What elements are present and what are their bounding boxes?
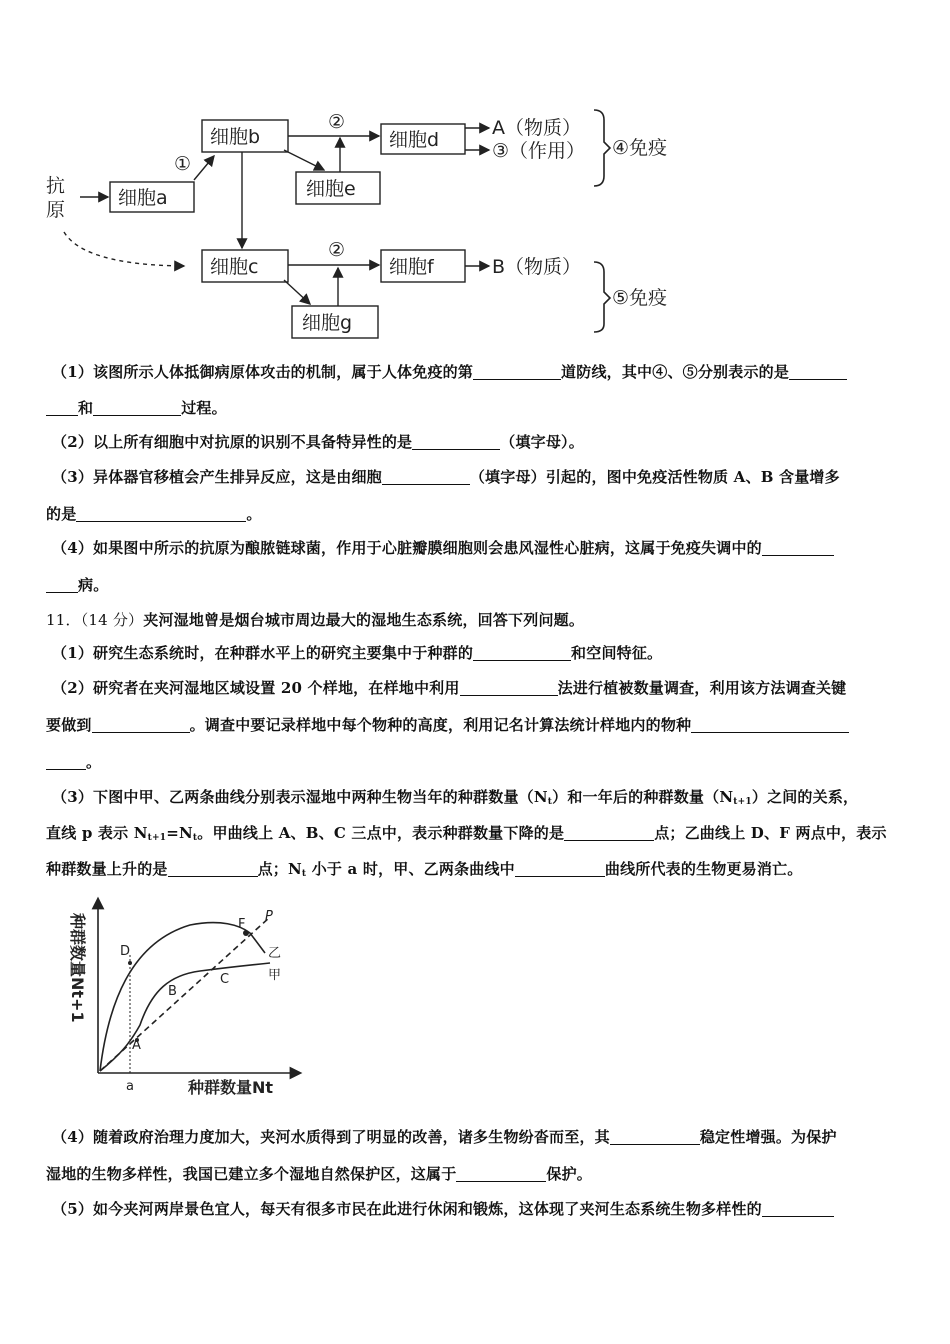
q11-p4-text-d: 保护。 (546, 1165, 593, 1183)
subscript-t1: t+1 (733, 797, 752, 807)
tick-a: a (126, 1079, 134, 1094)
label-d: D (120, 944, 131, 959)
answer-blank[interactable] (564, 824, 654, 841)
label-yi: 乙 (268, 946, 282, 961)
cell-c-label: 细胞c (210, 256, 259, 278)
answer-blank[interactable] (610, 1128, 700, 1145)
answer-blank[interactable] (789, 363, 847, 380)
q10-p4-text-b: 病。 (78, 576, 109, 594)
q10-p3-line1 (52, 467, 840, 487)
answer-blank[interactable] (762, 539, 834, 556)
cell-e-label: 细胞e (306, 178, 356, 200)
q10-p4-line2 (46, 575, 108, 595)
antigen-char-1: 抗 (46, 175, 66, 197)
q11-p3-text-a: （3）下图中甲、乙两条曲线分别表示湿地中两种生物当年的种群数量（N (52, 788, 548, 806)
q11-p2-text-b: 法进行植被数量调查，利用该方法调查关键 (557, 679, 847, 697)
q10-p4-line1 (52, 538, 834, 558)
q11-p3-line1 (52, 787, 858, 807)
label-c: C (220, 972, 230, 987)
q11-p3-text-d: 直线 p 表示 N (46, 824, 148, 842)
q11-p2-text-e: 。 (86, 753, 102, 771)
q10-p2-text-b: （填字母）。 (500, 433, 584, 451)
q11-p2-text-d: 。调查中要记录样地中每个物种的高度，利用记名计算法统计样地内的物种 (189, 716, 692, 734)
q10-p3-text-b: （填字母）引起的，图中免疫活性物质 A、B 含量增多 (469, 468, 840, 486)
q10-p3-text-c: 的是 (46, 505, 77, 523)
subscript-t1: t+1 (147, 833, 167, 843)
q11-p5-text-a: （5）如今夹河两岸景色宜人，每天有很多市民在此进行休闲和锻炼，这体现了夹河生态系统生物多样性的 (52, 1200, 762, 1218)
q10-p3-line2 (46, 504, 262, 524)
immune-diagram (44, 100, 704, 345)
q11-p4-text-a: （4）随着政府治理力度加大，夹河水质得到了明显的改善，诸多生物纷沓而至，其 (52, 1128, 610, 1146)
q11-p4-line1 (52, 1127, 837, 1147)
answer-blank[interactable] (515, 860, 605, 877)
cell-g-label: 细胞g (302, 312, 353, 334)
q11-stem (46, 610, 584, 630)
label-p: P (265, 909, 273, 924)
cell-a-label: 细胞a (118, 187, 168, 209)
q11-p3-text-b: ）和一年后的种群数量（N (552, 788, 734, 806)
point-d (128, 961, 132, 965)
label-b: B (168, 984, 177, 999)
q10-p1-text-c: 和 (78, 399, 94, 417)
q11-p1 (52, 643, 662, 663)
answer-blank[interactable] (46, 753, 86, 770)
y-axis-label: 种群数量Nt+1 (68, 913, 87, 1023)
q11-p1-text-b: 和空间特征。 (571, 644, 663, 662)
answer-blank[interactable] (92, 716, 190, 733)
q10-p1-line2 (46, 398, 227, 418)
q11-p3-text-e: =N (166, 824, 193, 842)
immunity-five: ⑤免疫 (612, 287, 668, 309)
subscript-t: t (192, 833, 198, 843)
cell-f-label: 细胞f (389, 256, 434, 278)
q11-p4-text-b: 稳定性增强。为保护 (699, 1128, 837, 1146)
answer-blank[interactable] (460, 679, 558, 696)
label-f: F (238, 917, 246, 932)
answer-blank[interactable] (762, 1200, 834, 1217)
q11-p2-text-a: （2）研究者在夹河湿地区域设置 20 个样地，在样地中利用 (52, 679, 460, 697)
step-two-upper: ② (328, 111, 346, 133)
q10-p4-text-a: （4）如果图中所示的抗原为酿脓链球菌，作用于心脏瓣膜细胞则会患风湿性心脏病，这属于免疫失调中的 (52, 539, 762, 557)
q11-p3-text-c: ）之间的关系， (751, 788, 859, 806)
subscript-t: t (301, 869, 307, 879)
x-axis-label: 种群数量Nt (188, 1078, 274, 1097)
q11-p3-text-f: 。甲曲线上 A、B、C 三点中，表示种群数量下降的是 (197, 824, 565, 842)
output-three: ③（作用） (492, 140, 586, 162)
answer-blank[interactable] (382, 468, 470, 485)
answer-blank[interactable] (76, 505, 246, 522)
q11-p3-text-i: 点；N (257, 860, 302, 878)
answer-blank[interactable] (93, 399, 181, 416)
output-b: B（物质） (492, 256, 582, 278)
answer-blank[interactable] (168, 860, 258, 877)
q10-p3-text-a: （3）异体器官移植会产生排异反应，这是由细胞 (52, 468, 382, 486)
cell-b-label: 细胞b (210, 126, 261, 148)
output-a: A（物质） (492, 117, 581, 139)
answer-blank[interactable] (456, 1165, 546, 1182)
label-a-point: A (132, 1038, 141, 1053)
q11-number: 11． (46, 611, 81, 629)
answer-blank[interactable] (46, 576, 78, 593)
q11-p2-line2 (46, 715, 849, 735)
q11-p2-text-c: 要做到 (46, 716, 92, 734)
q11-p3-text-k: 曲线所代表的生物更易消亡。 (604, 860, 803, 878)
step-two-lower: ② (328, 239, 346, 261)
q11-score: （14 分） (80, 611, 144, 629)
q11-p3-text-g: 点；乙曲线上 D、F 两点中，表示 (654, 824, 887, 842)
q10-p3-text-d: 。 (246, 505, 262, 523)
q11-p2-line3 (46, 752, 101, 772)
q11-p3-text-j: 小于 a 时，甲、乙两条曲线中 (306, 860, 515, 878)
q10-p1-line1 (52, 362, 847, 382)
q10-p1-text-d: 过程。 (181, 399, 227, 417)
immunity-four: ④免疫 (612, 137, 668, 159)
antigen-char-2: 原 (46, 199, 66, 221)
label-jia: 甲 (268, 968, 282, 983)
cell-d-label: 细胞d (389, 129, 440, 151)
q11-p4-text-c: 湿地的生物多样性，我国已建立多个湿地自然保护区，这属于 (46, 1165, 457, 1183)
q11-p3-text-h: 种群数量上升的是 (46, 860, 168, 878)
q11-p4-line2 (46, 1164, 592, 1184)
subscript-t: t (547, 797, 553, 807)
q11-p3-line2 (46, 823, 887, 843)
q11-p3-line3 (46, 859, 802, 879)
population-graph (60, 895, 310, 1100)
step-one: ① (174, 153, 192, 175)
q10-p1-text-b: 道防线，其中④、⑤分别表示的是 (561, 363, 790, 381)
answer-blank[interactable] (412, 433, 500, 450)
q11-stem-text: 夹河湿地曾是烟台城市周边最大的湿地生态系统，回答下列问题。 (143, 611, 585, 629)
q11-p1-text-a: （1）研究生态系统时，在种群水平上的研究主要集中于种群的 (52, 644, 474, 662)
q10-p2 (52, 432, 584, 452)
answer-blank[interactable] (473, 363, 561, 380)
q10-p2-text-a: （2）以上所有细胞中对抗原的识别不具备特异性的是 (52, 433, 413, 451)
answer-blank[interactable] (473, 644, 571, 661)
answer-blank[interactable] (691, 716, 849, 733)
answer-blank[interactable] (46, 399, 78, 416)
q11-p2-line1 (52, 678, 846, 698)
q10-p1-text-a: （1）该图所示人体抵御病原体攻击的机制，属于人体免疫的第 (52, 363, 474, 381)
q11-p5 (52, 1199, 834, 1219)
